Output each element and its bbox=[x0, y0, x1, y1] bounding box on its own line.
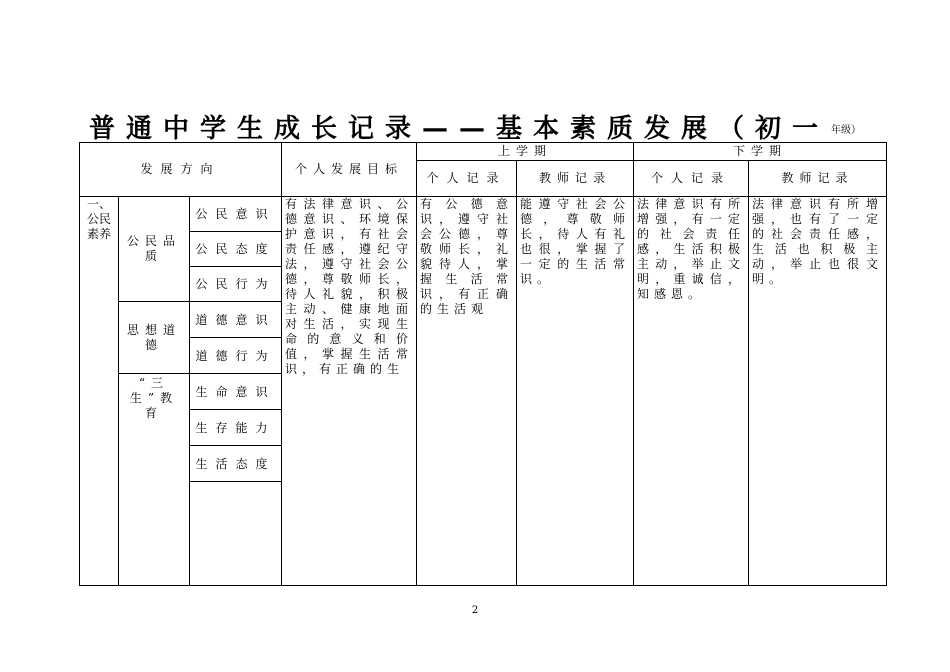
item-survival-ability: 生存能力 bbox=[190, 410, 282, 446]
item-life-attitude: 生活态度 bbox=[190, 446, 282, 482]
item-moral-awareness: 道德意识 bbox=[190, 302, 282, 338]
item-life-awareness: 生命意识 bbox=[190, 374, 282, 410]
item-citizen-behavior: 公民行为 bbox=[190, 267, 282, 302]
page-title bbox=[0, 108, 950, 145]
header-s1-teacher-record: 教师记录 bbox=[517, 161, 634, 197]
growth-record-table bbox=[79, 142, 887, 586]
title-suffix: 年级） bbox=[831, 125, 861, 136]
header-semester-2: 下学期 bbox=[634, 143, 887, 161]
group-moral-thought: 思想道德 bbox=[119, 302, 190, 374]
group-citizen-quality: 公民品质 bbox=[119, 197, 190, 302]
s1-teacher-record-text: 能遵守社会公德，尊敬师长，待人有礼也很，掌握了一定的生活常识。 bbox=[517, 197, 634, 586]
header-s2-teacher-record: 教师记录 bbox=[749, 161, 887, 197]
s2-teacher-record-text: 法律意识有所增强，也有了一定的社会责任感，生活也积极主动，举止也很文明。 bbox=[749, 197, 887, 586]
title-main: 普通中学生成长记录——基本素质发展（初一 bbox=[88, 114, 829, 144]
header-direction: 发展方向 bbox=[80, 143, 282, 197]
header-semester-1: 上学期 bbox=[417, 143, 634, 161]
item-citizen-attitude: 公民态度 bbox=[190, 232, 282, 267]
item-moral-behavior: 道德行为 bbox=[190, 338, 282, 374]
s1-self-record-text: 有公德意识，遵守社会公德，尊敬师长，礼貌待人，掌握生活常识，有正确的生活观 bbox=[417, 197, 517, 586]
header-s1-self-record: 个人记录 bbox=[417, 161, 517, 197]
group-three-life-education: “三生”教育 bbox=[119, 374, 190, 586]
s2-self-record-text: 法律意识有所增强，有一定的社会责任感，生活积极主动，举止文明，重诚信，知感恩。 bbox=[634, 197, 749, 586]
header-s2-self-record: 个人记录 bbox=[634, 161, 749, 197]
item-citizen-awareness: 公民意识 bbox=[190, 197, 282, 232]
goal-text: 有法律意识、公德意识、环境保护意识，有社会责任感，遵纪守法，遵守社会公德，尊敬师长，待人礼貌，积极主动、健康地面对生活，实现生命的意义和价值，掌握生活常识，有正确的生 bbox=[282, 197, 417, 586]
section-title: 一、公民素养 bbox=[80, 197, 119, 586]
header-goal: 个人发展目标 bbox=[282, 143, 417, 197]
item-empty-cell bbox=[190, 482, 282, 586]
page-number: 2 bbox=[471, 605, 479, 616]
